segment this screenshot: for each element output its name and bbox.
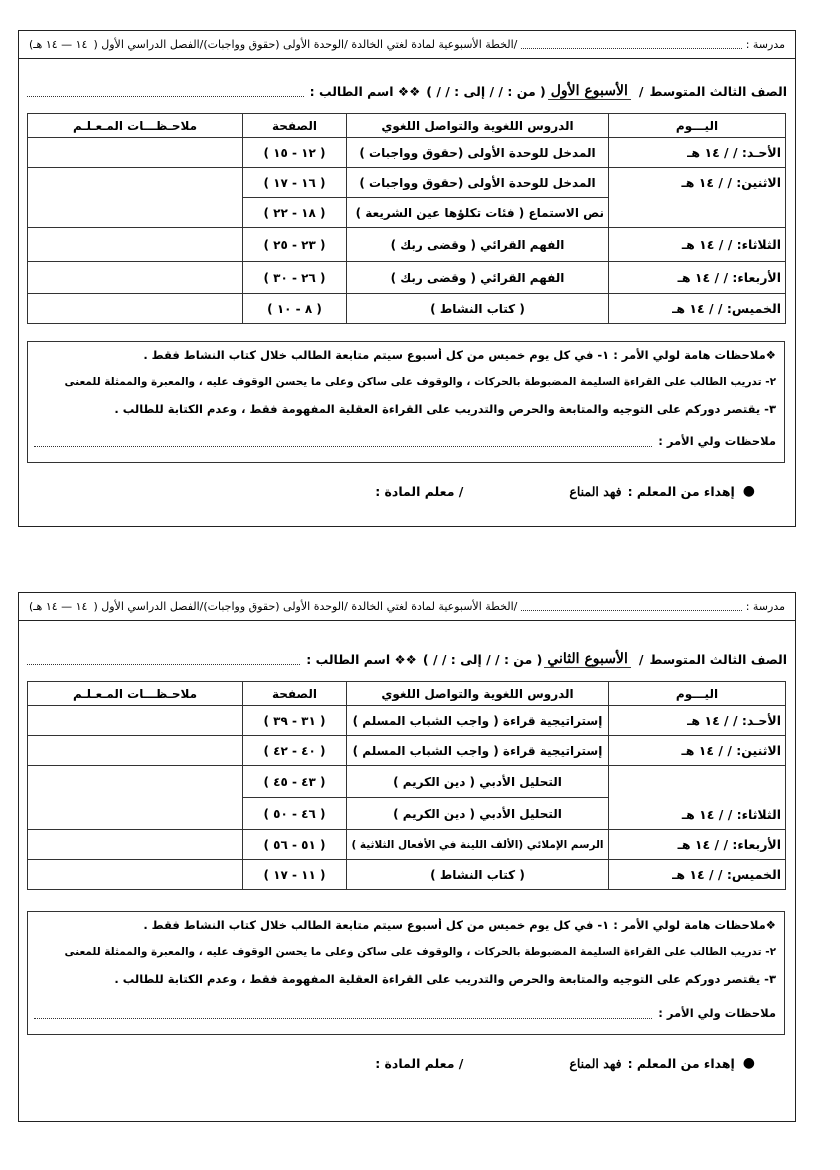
school-label: مدرسة : <box>745 600 785 613</box>
school-dotted-line <box>521 40 741 49</box>
lesson: ( كتاب النشاط ) <box>347 860 609 890</box>
day-date: / / ١٤ هـ <box>672 867 723 882</box>
teacher-notes-cell[interactable] <box>28 766 243 830</box>
plan-title: /الخطة الأسبوعية لمادة لغتي الخالدة /الوحدة الأولى (حقوق وواجبات)/الفصل الدراسي الأول ( <box>93 38 518 51</box>
note-line-1: ❖ملاحظات هامة لولي الأمر : ١- في كل يوم خميس من كل أسبوع سيتم متابعة الطالب خلال كتاب النشاط فقط . <box>143 348 776 362</box>
plan-table <box>27 681 786 890</box>
bullet-icon: ● <box>742 1055 755 1071</box>
student-name-label: ❖❖ اسم الطالب : <box>309 83 421 99</box>
table-row <box>28 860 786 890</box>
teacher-notes-cell[interactable] <box>28 860 243 890</box>
teacher-notes-cell[interactable] <box>28 262 243 294</box>
pages: ( ٣١ - ٣٩ ) <box>243 706 347 736</box>
class-label: الصف الثالث المتوسط <box>649 83 787 99</box>
col-notes: ملاحـظـــات المـعـلـم <box>28 114 243 138</box>
lesson: إستراتيجية قراءة ( واجب الشباب المسلم ) <box>347 706 609 736</box>
table-row <box>28 138 786 168</box>
plan-table <box>27 113 786 324</box>
teacher-notes-cell[interactable] <box>28 830 243 860</box>
table-row <box>28 736 786 766</box>
col-day: اليـــوم <box>609 114 786 138</box>
pages: ( ٤٠ - ٤٢ ) <box>243 736 347 766</box>
note-line-1: ❖ملاحظات هامة لولي الأمر : ١- في كل يوم خميس من كل أسبوع سيتم متابعة الطالب خلال كتاب النشاط فقط . <box>143 918 776 932</box>
guardian-notes-line <box>34 434 776 448</box>
pages: ( ٢٣ - ٢٥ ) <box>243 228 347 262</box>
teacher-notes-cell[interactable] <box>28 294 243 324</box>
day-date: / / ١٤ هـ <box>687 713 738 728</box>
weekly-plan-sheet-1 <box>18 30 796 527</box>
guardian-notes-box <box>27 341 785 463</box>
sheet-header <box>19 593 795 621</box>
student-name-field[interactable] <box>27 86 304 97</box>
pages: ( ٤٣ - ٤٥ ) <box>243 766 347 798</box>
table-row <box>28 294 786 324</box>
table-row <box>28 766 786 798</box>
subject-teacher-label: / معلم المادة : <box>375 483 464 499</box>
teacher-name: فهد المناع <box>569 483 622 499</box>
lesson: المدخل للوحدة الأولى (حقوق وواجبات ) <box>347 138 609 168</box>
teacher-notes-cell[interactable] <box>28 736 243 766</box>
teacher-notes-cell[interactable] <box>28 168 243 228</box>
day-name: الاثنين: <box>736 743 781 758</box>
student-line: الصف الثالث المتوسط / الأسبوع الثاني ( من : / / إلى : / / ) ❖❖ اسم الطالب : <box>19 647 795 671</box>
col-day: اليـــوم <box>609 682 786 706</box>
student-line: الصف الثالث المتوسط / الأسبوع الأول ( من : / / إلى : / / ) ❖❖ اسم الطالب : <box>19 79 795 103</box>
lesson: إستراتيجية قراءة ( واجب الشباب المسلم ) <box>347 736 609 766</box>
day-name: الأربعاء: <box>732 837 781 852</box>
lesson: الرسم الإملائي (الألف اللينة في الأفعال الثلاثية ) <box>347 830 609 860</box>
day-name: الثلاثاء: <box>736 237 781 252</box>
guardian-notes-field[interactable] <box>34 1008 652 1019</box>
day-date: / / ١٤ هـ <box>677 270 729 285</box>
teacher-notes-cell[interactable] <box>28 706 243 736</box>
table-row <box>28 706 786 736</box>
week-label: الأسبوع الأول <box>548 83 631 100</box>
plan-title: /الخطة الأسبوعية لمادة لغتي الخالدة /الوحدة الأولى (حقوق وواجبات)/الفصل الدراسي الأول ( <box>93 600 518 613</box>
guardian-notes-label: ملاحظات ولي الأمر : <box>658 1006 776 1020</box>
lesson: المدخل للوحدة الأولى (حقوق وواجبات ) <box>347 168 609 198</box>
pages: ( ٤٦ - ٥٠ ) <box>243 798 347 830</box>
school-year: ١٤ — ١٤ هـ) <box>29 38 88 51</box>
col-page: الصفحة <box>243 682 347 706</box>
teacher-notes-cell[interactable] <box>28 138 243 168</box>
teacher-notes-cell[interactable] <box>28 228 243 262</box>
table-row <box>28 830 786 860</box>
day-date: / / ١٤ هـ <box>681 807 733 822</box>
guardian-notes-label: ملاحظات ولي الأمر : <box>658 434 776 448</box>
pages: ( ٥١ - ٥٦ ) <box>243 830 347 860</box>
sheet-header <box>19 31 795 59</box>
dedication-label: إهداء من المعلم : <box>627 1055 735 1071</box>
date-range: ( من : / / إلى : / / ) <box>422 651 543 667</box>
col-lesson: الدروس اللغوية والتواصل اللغوي <box>347 114 609 138</box>
school-label: مدرسة : <box>745 38 785 51</box>
weekly-plan-sheet-2 <box>18 592 796 1122</box>
day-date: / / ١٤ هـ <box>681 237 733 252</box>
guardian-notes-field[interactable] <box>34 436 652 447</box>
pages: ( ١٦ - ١٧ ) <box>243 168 347 198</box>
student-name-field[interactable] <box>27 654 300 665</box>
day-name: الأحـد: <box>741 145 781 160</box>
day-name: الأحـد: <box>741 713 781 728</box>
note-line-2: ٢- تدريب الطالب على القراءة السليمة المضبوطة بالحركات ، والوقوف على ساكن وعلى ما يحسن الوقوف عليه ، والمعبرة والممثلة للمعنى <box>64 376 776 388</box>
lesson: ( كتاب النشاط ) <box>347 294 609 324</box>
note-line-3: ٣- يقتصر دوركم على التوجيه والمتابعة والحرص والتدريب على القراءة العقلية المفهومة فقط ، وعدم الكتابة للطالب . <box>114 972 776 986</box>
table-row <box>28 168 786 198</box>
lesson: التحليل الأدبي ( دين الكريم ) <box>347 798 609 830</box>
table-row <box>28 262 786 294</box>
pages: ( ١٨ - ٢٢ ) <box>243 198 347 228</box>
day-name: الثلاثاء: <box>736 807 781 822</box>
day-name: الخميس: <box>726 301 781 316</box>
day-name: الخميس: <box>726 867 781 882</box>
day-date: / / ١٤ هـ <box>672 301 723 316</box>
day-date: / / ١٤ هـ <box>681 175 732 190</box>
pages: ( ١٢ - ١٥ ) <box>243 138 347 168</box>
col-page: الصفحة <box>243 114 347 138</box>
subject-teacher-label: / معلم المادة : <box>375 1055 464 1071</box>
dedication-label: إهداء من المعلم : <box>627 483 735 499</box>
note-line-2: ٢- تدريب الطالب على القراءة السليمة المضبوطة بالحركات ، والوقوف على ساكن وعلى ما يحسن الوقوف عليه ، والمعبرة والممثلة للمعنى <box>64 946 776 958</box>
note-line-3: ٣- يقتصر دوركم على التوجيه والمتابعة والحرص والتدريب على القراءة العقلية المفهومة فقط ، وعدم الكتابة للطالب . <box>114 402 776 416</box>
student-name-label: ❖❖ اسم الطالب : <box>306 651 417 667</box>
guardian-notes-box <box>27 911 785 1035</box>
pages: ( ١١ - ١٧ ) <box>243 860 347 890</box>
guardian-notes-line <box>34 1006 776 1020</box>
pages: ( ٨ - ١٠ ) <box>243 294 347 324</box>
school-dotted-line <box>521 602 741 611</box>
week-label: الأسبوع الثاني <box>544 651 631 668</box>
lesson: نص الاستماع ( فئات تكلؤها عين الشريعة ) <box>347 198 609 228</box>
day-date: / / ١٤ هـ <box>687 145 738 160</box>
lesson: الفهم القرائي ( وقضى ربك ) <box>347 262 609 294</box>
col-notes: ملاحـظـــات المـعـلـم <box>28 682 243 706</box>
day-date: / / ١٤ هـ <box>677 837 729 852</box>
bullet-icon: ● <box>742 483 755 499</box>
col-lesson: الدروس اللغوية والتواصل اللغوي <box>347 682 609 706</box>
date-range: ( من : / / إلى : / / ) <box>426 83 546 99</box>
lesson: التحليل الأدبي ( دين الكريم ) <box>347 766 609 798</box>
lesson: الفهم القرائي ( وقضى ربك ) <box>347 228 609 262</box>
class-label: الصف الثالث المتوسط <box>649 651 787 667</box>
day-name: الأربعاء: <box>732 270 781 285</box>
day-name: الاثنين: <box>736 175 781 190</box>
table-row <box>28 228 786 262</box>
sheet-footer <box>19 479 795 503</box>
day-date: / / ١٤ هـ <box>681 743 732 758</box>
pages: ( ٢٦ - ٣٠ ) <box>243 262 347 294</box>
teacher-name: فهد المناع <box>569 1055 622 1071</box>
school-year: ١٤ — ١٤ هـ) <box>29 600 88 613</box>
sheet-footer <box>19 1051 795 1075</box>
